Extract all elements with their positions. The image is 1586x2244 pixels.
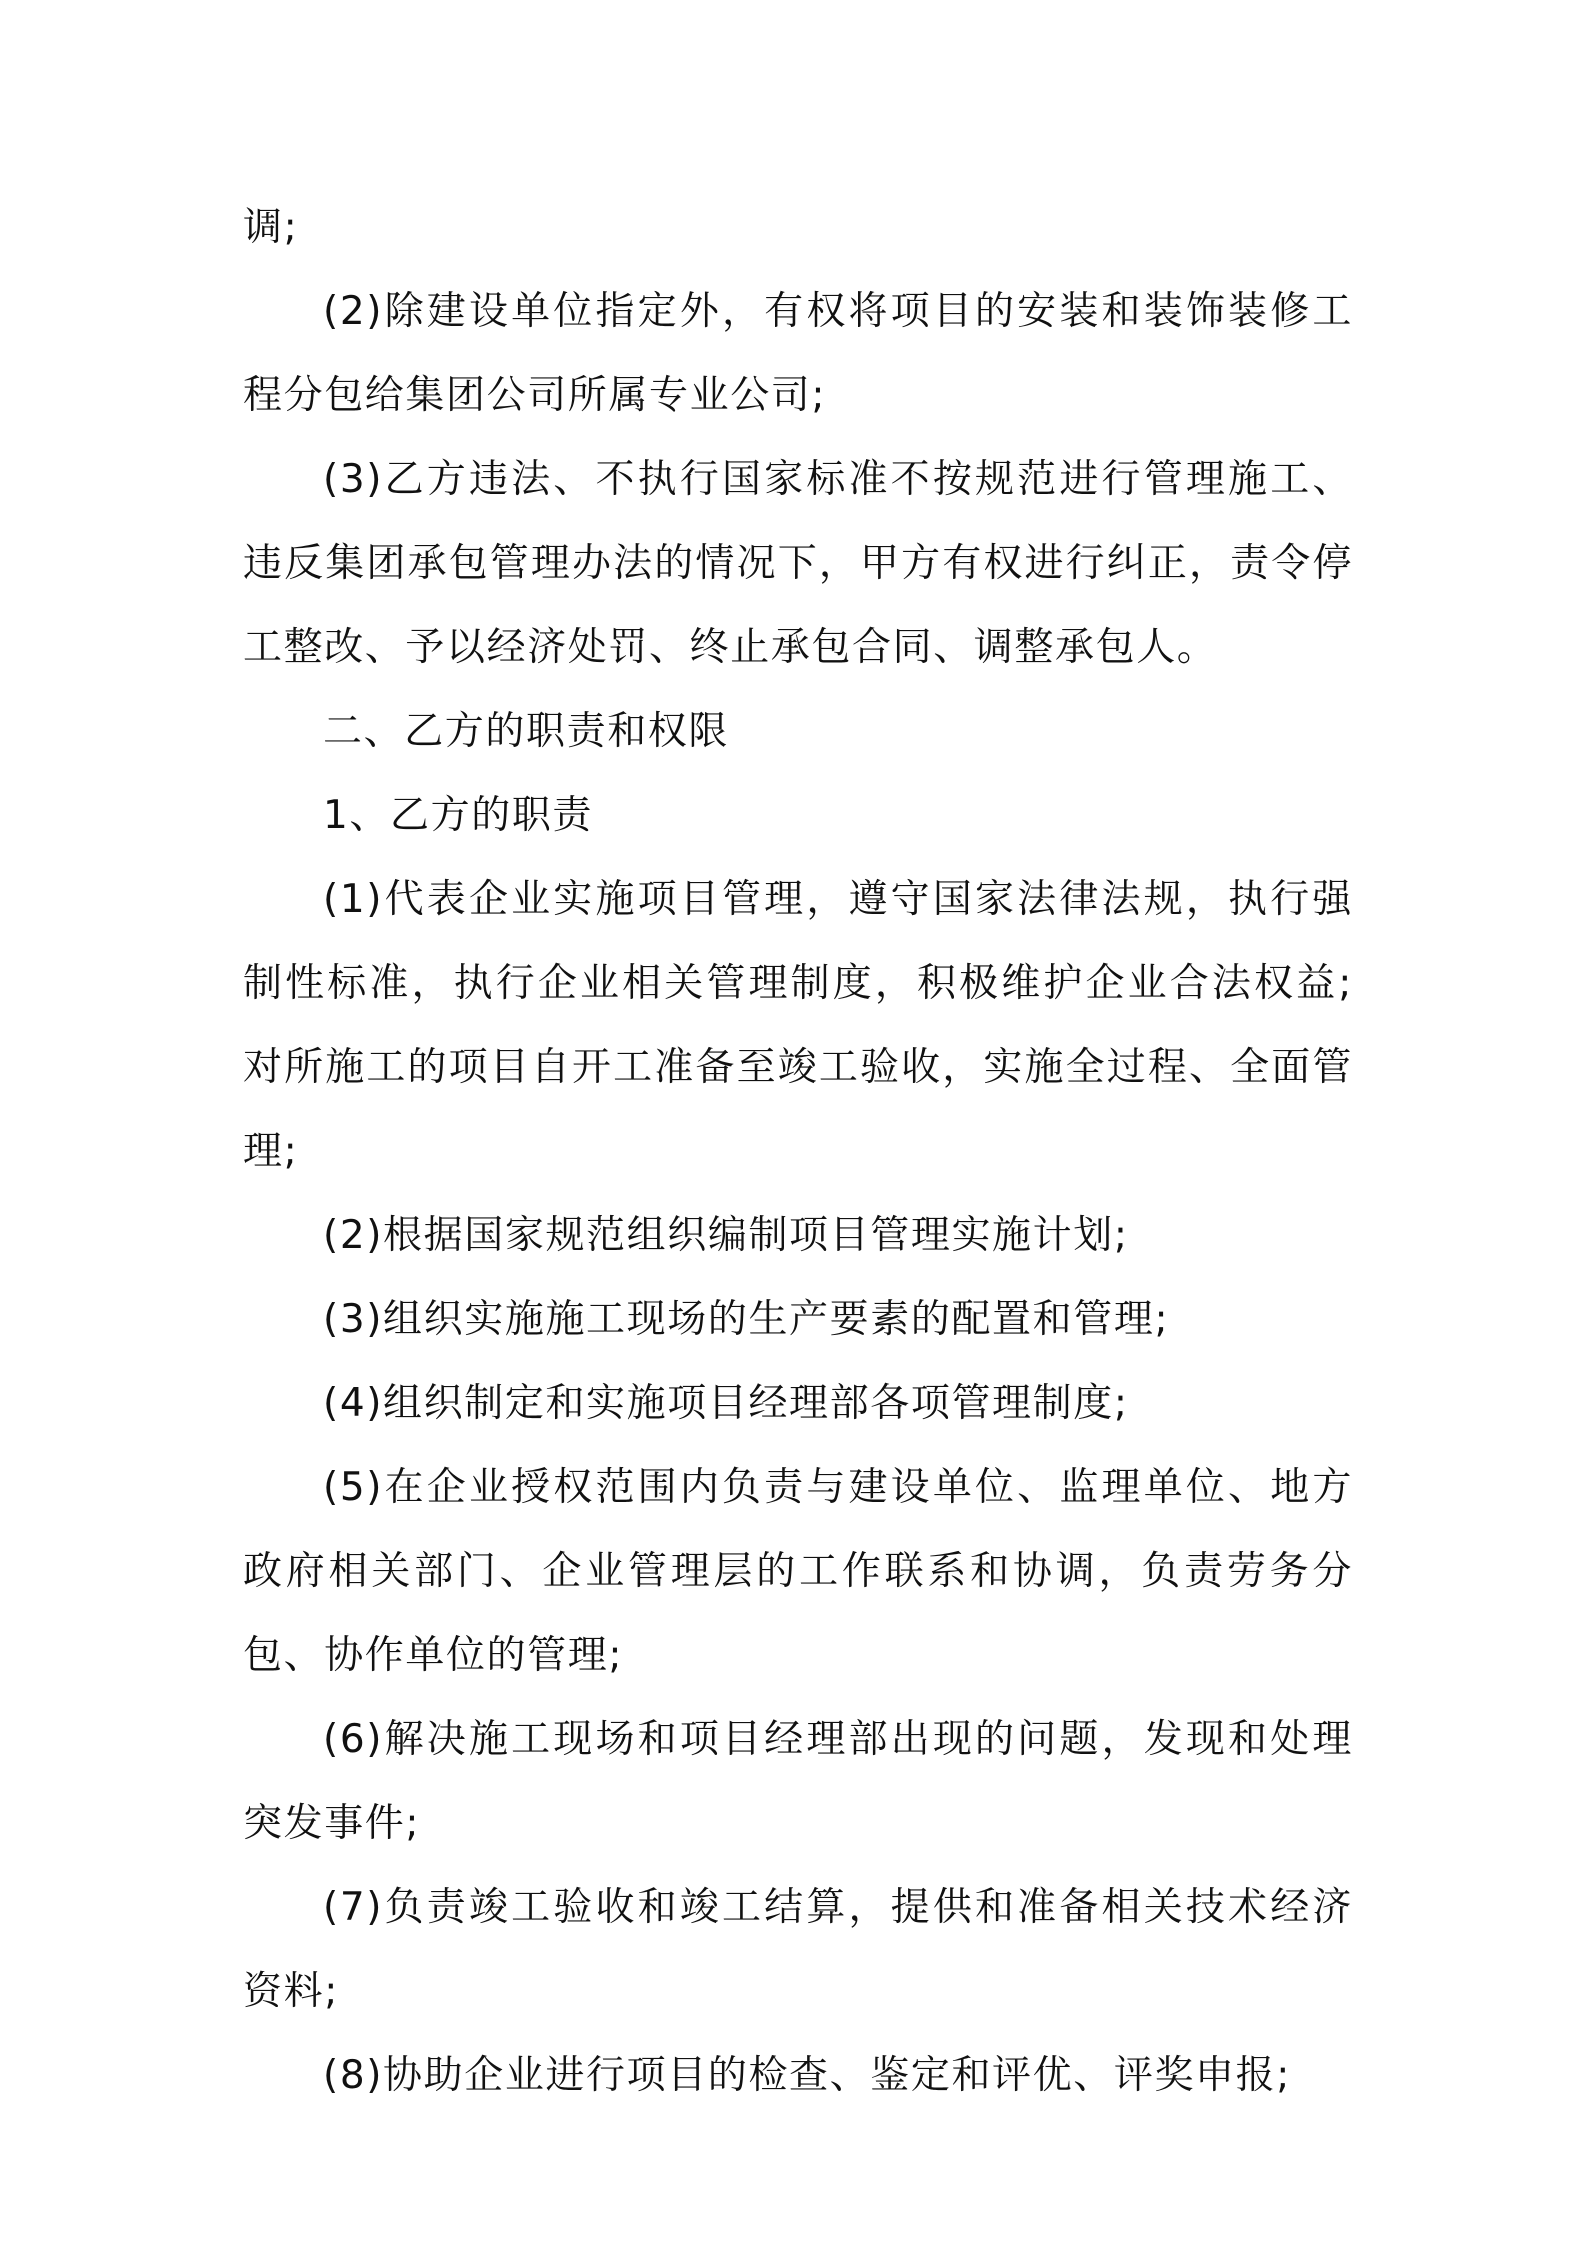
document-page [243,186,1353,2118]
paragraph-duty-5: (5)在企业授权范围内负责与建设单位、监理单位、地方政府相关部门、企业管理层的工作联系和协调，负责劳务分包、协作单位的管理; [243,1465,1353,1678]
paragraph-duty-8: (8)协助企业进行项目的检查、鉴定和评优、评奖申报; [323,2053,1291,2098]
paragraph-duty-2: (2)根据国家规范组织编制项目管理实施计划; [323,1213,1129,1258]
paragraph-item-3-correction-right: (3)乙方违法、不执行国家标准不按规范进行管理施工、违反集团承包管理办法的情况下，甲方有权进行纠正，责令停工整改、予以经济处罚、终止承包合同、调整承包人。 [243,457,1353,670]
paragraph-duty-7: (7)负责竣工验收和竣工结算，提供和准备相关技术经济资料; [243,1885,1353,2014]
subheading-party-b-responsibilities: 1、乙方的职责 [323,793,594,838]
section-heading-party-b-duties: 二、乙方的职责和权限 [323,709,730,754]
paragraph-duty-4: (4)组织制定和实施项目经理部各项管理制度; [323,1381,1129,1426]
paragraph-duty-1: (1)代表企业实施项目管理，遵守国家法律法规，执行强制性标准，执行企业相关管理制度，积极维护企业合法权益;对所施工的项目自开工准备至竣工验收，实施全过程、全面管理; [243,877,1353,1174]
paragraph-duty-3: (3)组织实施施工现场的生产要素的配置和管理; [323,1297,1170,1342]
paragraph-continuation: 调; [243,205,299,250]
paragraph-duty-6: (6)解决施工现场和项目经理部出现的问题，发现和处理突发事件; [243,1717,1353,1846]
paragraph-item-2-subcontract-right: (2)除建设单位指定外，有权将项目的安装和装饰装修工程分包给集团公司所属专业公司; [243,289,1353,418]
